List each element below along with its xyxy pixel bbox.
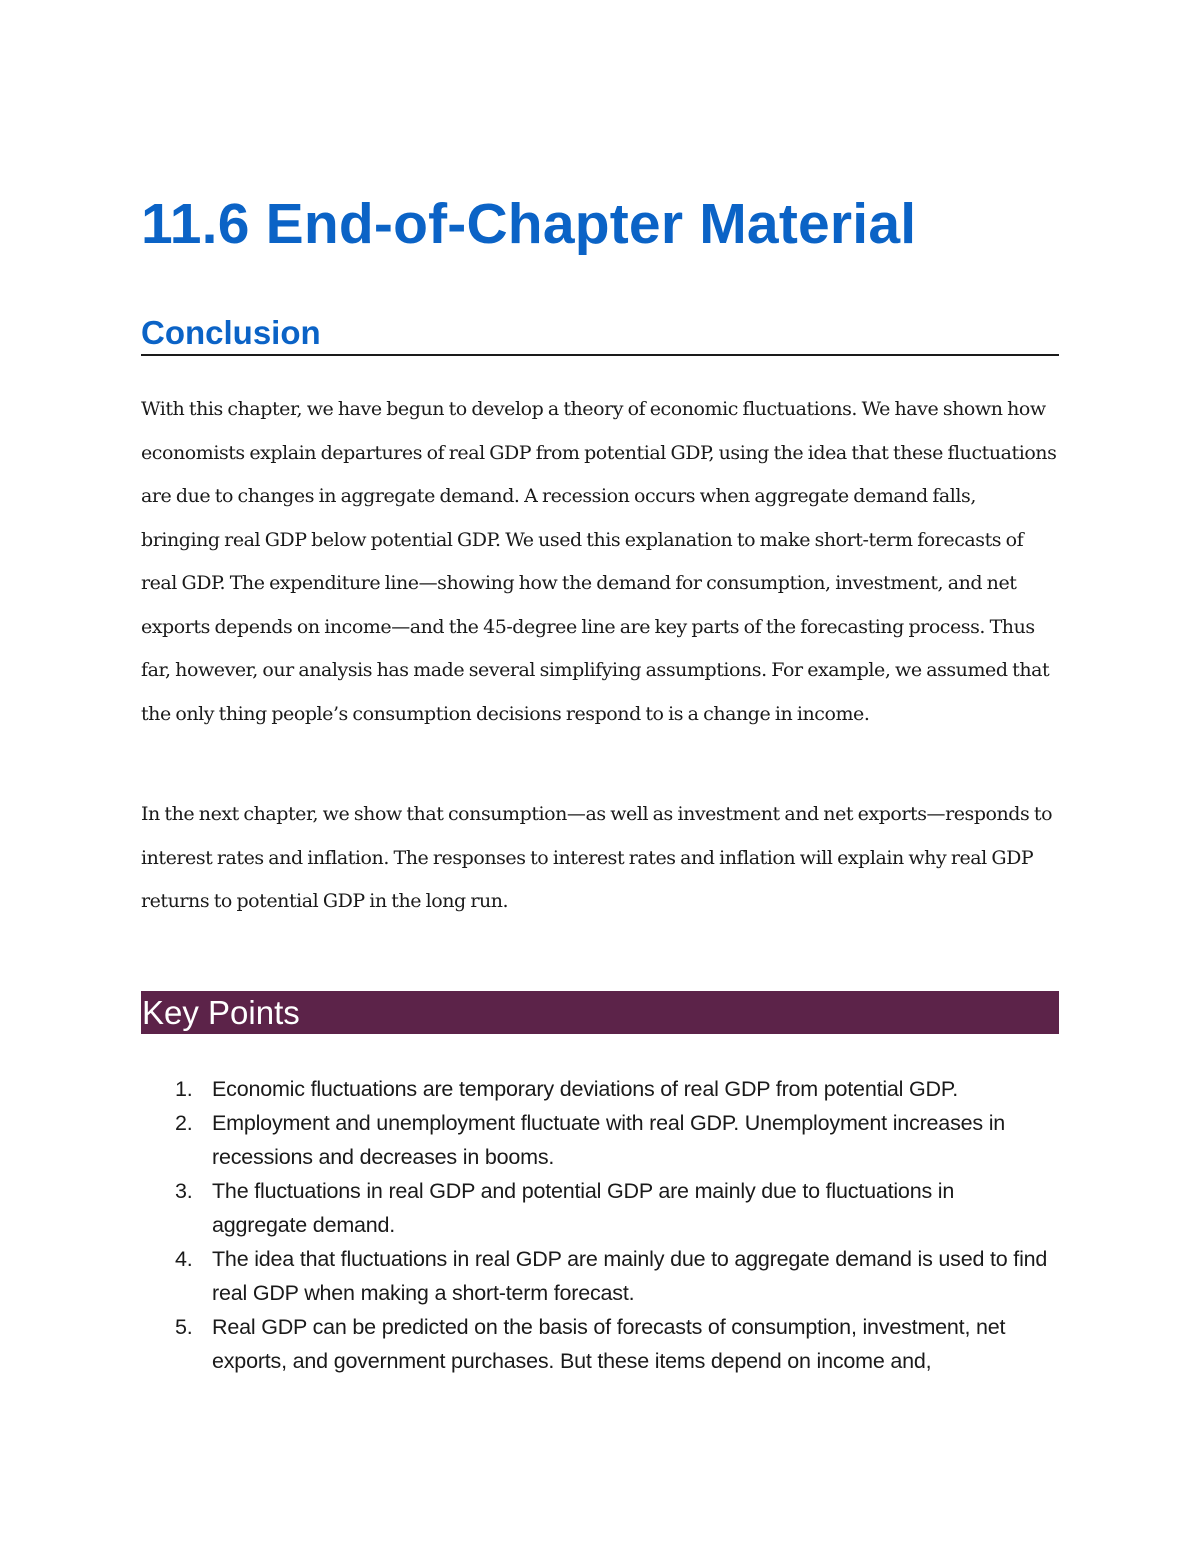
conclusion-paragraph-1: With this chapter, we have begun to develop a theory of economic fluctuations. We have shown how economists explain departures of real GDP from potential GDP, using the idea that these fluctuations are due to changes in aggregate demand. A recession occurs when aggregate demand falls, bringing real GDP below potential GDP. We used this explanation to make short-term forecasts of real GDP. The expenditure line—showing how the demand for consumption, investment, and net exports depends on income—and the 45-degree line are key parts of the forecasting process. Thus far, however, our analysis has made several simplifying assumptions. For example, we assumed that the only thing people’s consumption decisions respond to is a change in income. — [141, 398, 1057, 725]
key-point-number: 1. — [175, 1076, 193, 1101]
key-point-item — [141, 1310, 1059, 1378]
conclusion-heading: Conclusion — [141, 312, 1059, 356]
key-point-item — [141, 1106, 1059, 1174]
key-points-list — [141, 1072, 1059, 1378]
key-point-item — [141, 1174, 1059, 1242]
key-point-item — [141, 1072, 1059, 1106]
key-point-number: 3. — [175, 1178, 193, 1203]
key-point-text: The idea that fluctuations in real GDP are mainly due to aggregate demand is used to find real GDP when making a short-term forecast. — [212, 1246, 1048, 1305]
key-point-text: Real GDP can be predicted on the basis of forecasts of consumption, investment, net exports, and government purchases. But these items depend on income and, — [212, 1314, 1006, 1373]
conclusion-paragraph-2: In the next chapter, we show that consumption—as well as investment and net exports—responds to interest rates and inflation. The responses to interest rates and inflation will explain why real GDP returns to potential GDP in the long run. — [141, 803, 1053, 912]
key-point-item — [141, 1242, 1059, 1310]
key-points-heading: Key Points — [141, 991, 1059, 1034]
key-point-text: Employment and unemployment fluctuate with real GDP. Unemployment increases in recessions and decreases in booms. — [212, 1110, 1006, 1169]
key-point-number: 4. — [175, 1246, 193, 1271]
page-content — [141, 186, 1059, 1378]
key-point-text: Economic fluctuations are temporary deviations of real GDP from potential GDP. — [212, 1076, 959, 1101]
key-point-number: 2. — [175, 1110, 193, 1135]
key-point-text: The fluctuations in real GDP and potential GDP are mainly due to fluctuations in aggregate demand. — [212, 1178, 955, 1237]
key-point-number: 5. — [175, 1314, 193, 1339]
chapter-title: 11.6 End-of-Chapter Material — [141, 192, 917, 256]
